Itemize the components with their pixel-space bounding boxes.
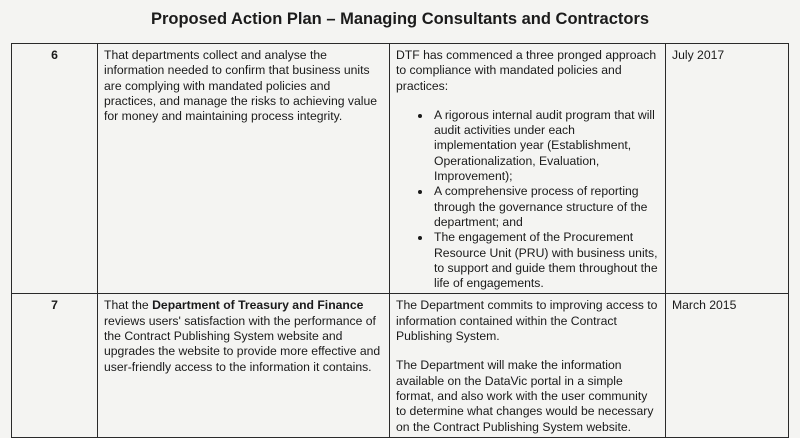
response-cell bbox=[390, 44, 666, 294]
table-row bbox=[12, 44, 789, 294]
response-bullet-list bbox=[396, 108, 659, 292]
table-row bbox=[12, 294, 789, 437]
list-item: • A comprehensive process of reporting through the governance structure of the department; and bbox=[432, 184, 659, 230]
completion-date: July 2017 bbox=[666, 44, 789, 294]
action-plan-table bbox=[11, 43, 789, 438]
list-item: • A rigorous internal audit program that will audit activities under each implementation year (Establishment, Operationalization, Evaluation, Improvement); bbox=[432, 108, 659, 184]
recommendation-number: 6 bbox=[12, 44, 98, 294]
response-cell bbox=[390, 294, 666, 437]
response-paragraph: The Department commits to improving access to information contained within the Contract Publishing System. bbox=[396, 298, 658, 344]
completion-date: March 2015 bbox=[666, 294, 789, 437]
department-name: Department of Treasury and Finance bbox=[152, 298, 364, 313]
recommendation-text bbox=[98, 294, 390, 437]
list-item: • The engagement of the Procurement Resource Unit (PRU) with business units, to support and guide them throughout the life of engagements. bbox=[432, 230, 659, 291]
recommendation-number: 7 bbox=[12, 294, 98, 437]
recommendation-prefix: That the bbox=[104, 298, 153, 313]
recommendation-suffix: reviews users' satisfaction with the performance of the Contract Publishing System website and upgrades the website to provide more effective and user-friendly access to the information it contains. bbox=[104, 313, 381, 374]
response-paragraph: The Department will make the information available on the DataVic portal in a simple format, and also work with the user community to determine what changes would be necessary on the Contract Publishing System website. bbox=[396, 358, 654, 434]
response-intro: DTF has commenced a three pronged approach to compliance with mandated policies and practices: bbox=[396, 48, 657, 93]
page-title: Proposed Action Plan – Managing Consultants and Contractors bbox=[150, 10, 650, 28]
recommendation-text: That departments collect and analyse the information needed to confirm that business units are complying with mandated policies and practices, and manage the risks to achieving value for money and maintaining process integrity. bbox=[98, 44, 390, 294]
